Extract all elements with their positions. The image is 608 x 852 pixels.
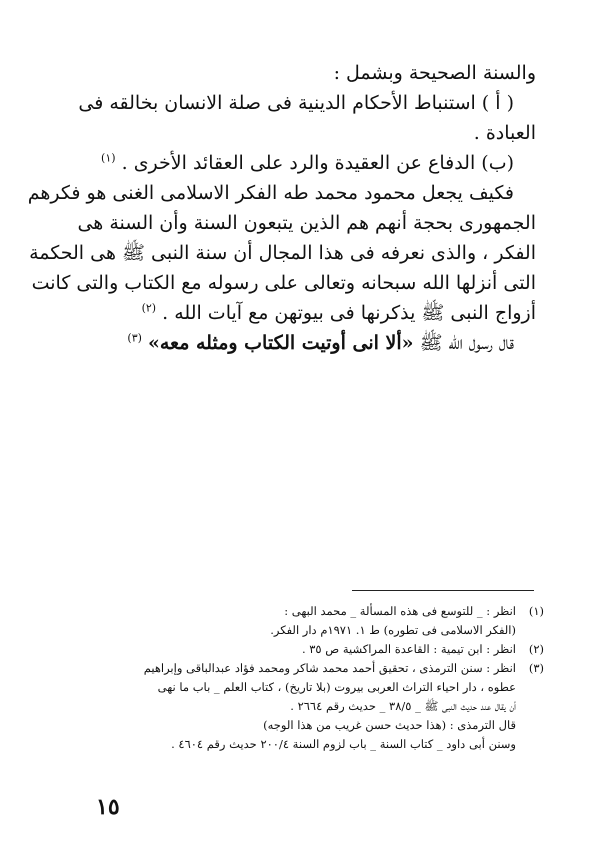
- text-line-content: والسنة الصحيحة وبشمل :: [333, 62, 536, 84]
- text-line-content: العبادة .: [473, 122, 536, 144]
- footnote-line: أن يقال عند حديث النبى ﷺ _ ٣٨/٥ _ حديث رقم ٢٦٦٤ .: [290, 699, 516, 713]
- footnote-line: انظر : سنن الترمذى ، تحقيق أحمد محمد شاكر ومحمد فؤاد عبدالباقى وإبراهيم: [143, 661, 516, 675]
- text-line: [96, 148, 536, 178]
- footnote-2: [94, 640, 544, 659]
- text-line: [96, 298, 536, 328]
- footnote-body: [94, 602, 516, 640]
- text-line-content: فكيف يجعل محمود محمد طه الفكر الاسلامى الغنى هو فكرهم: [27, 182, 514, 204]
- text-line: [31, 268, 536, 298]
- footnote-body: [94, 640, 516, 659]
- hadith-intro: قال رسول الله ﷺ: [419, 332, 514, 354]
- footnote-body: [94, 659, 516, 754]
- footnote-ref-3: (٣): [127, 331, 142, 345]
- text-line: [27, 178, 536, 208]
- footnote-line: وسنن أبى داود _ كتاب السنة _ باب لزوم السنة ٢٠٠/٤ حديث رقم ٤٦٠٤ .: [171, 737, 516, 751]
- footnote-1: [94, 602, 544, 640]
- text-line-content: أزواج النبى ﷺ يذكرنها فى بيوتهن مع آيات الله .: [162, 302, 536, 324]
- text-line: [96, 58, 536, 88]
- footnotes: [94, 602, 544, 754]
- text-line: [96, 118, 536, 148]
- text-line-content: التى أنزلها الله سبحانه وتعالى على رسوله مع الكتاب والتى كانت: [31, 272, 536, 294]
- text-line: [29, 238, 536, 268]
- page-number: ١٥: [96, 794, 120, 820]
- hadith-quote: «ألا انى أوتيت الكتاب ومثله معه»: [147, 332, 414, 354]
- footnote-ref-1: (١): [101, 151, 116, 165]
- text-line-content: الجمهورى بحجة أنهم هم الذين يتبعون السنة وأن السنة هى: [77, 212, 536, 234]
- footnote-line: عطوه ، دار احياء التراث العربى بيروت (بلا تاريخ) ، كتاب العلم _ باب ما نهى: [157, 680, 516, 694]
- text-line: [78, 88, 536, 118]
- footnote-separator: [352, 590, 534, 591]
- main-text: [27, 58, 536, 358]
- text-line-content: الفكر ، والذى نعرفه فى هذا المجال أن سنة النبى ﷺ هى الحكمة: [29, 242, 536, 264]
- footnote-line: قال الترمذى : (هذا حديث حسن غريب من هذا الوجه): [263, 718, 516, 732]
- footnote-line: انظر : _ للتوسع فى هذه المسألة _ محمد البهى :: [284, 604, 516, 618]
- footnote-ref-2: (٢): [141, 301, 157, 315]
- text-line-content: ( أ ) استنباط الأحكام الدينية فى صلة الانسان بخالقه فى: [78, 92, 514, 114]
- footnote-number: (٢): [528, 642, 544, 656]
- footnote-3: [94, 659, 544, 754]
- footnote-line: (الفكر الاسلامى فى تطوره) ط ١. ١٩٧١م دار الفكر.: [270, 623, 516, 637]
- text-line: [96, 328, 536, 358]
- text-line-content: (ب) الدفاع عن العقيدة والرد على العقائد الأخرى .: [121, 152, 514, 174]
- footnote-number: (١): [528, 604, 544, 618]
- footnote-number: (٣): [528, 661, 544, 675]
- footnote-line: انظر : ابن تيمية : القاعدة المراكشية ص ٣٥ .: [301, 642, 516, 656]
- text-line: [77, 208, 536, 238]
